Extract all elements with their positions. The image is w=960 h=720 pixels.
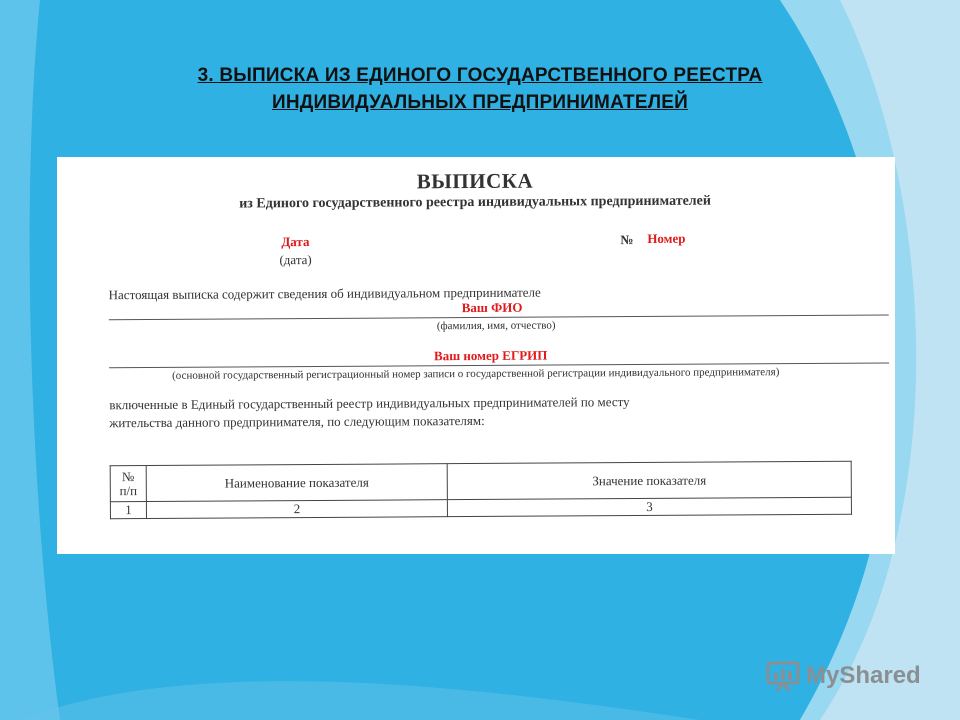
document-subheading: из Единого государственного реестра индивидуальных предпринимателей [239, 193, 711, 212]
table-cell: 1 [110, 502, 146, 519]
table-header-name: Наименование показателя [146, 464, 447, 502]
table-cell: 3 [447, 497, 851, 516]
table-header-value: Значение показателя [447, 461, 851, 499]
table-header-number [110, 466, 146, 502]
fio-caption: (фамилия, имя, отчество) [436, 319, 556, 333]
date-caption: (дата) [279, 252, 312, 268]
slide-title-line1: 3. ВЫПИСКА ИЗ ЕДИНОГО ГОСУДАРСТВЕННОГО РЕЕСТРА [197, 65, 763, 86]
table-cell: 2 [146, 500, 447, 519]
body-line1: включенные в Единый государственный реестр индивидуальных предпринимателей по месту [109, 394, 630, 413]
number-value: Номер [647, 230, 686, 246]
date-value: Дата [281, 234, 310, 250]
number-sign: № [620, 232, 634, 248]
egrip-value: Ваш номер ЕГРИП [433, 347, 548, 364]
document-scan [57, 157, 895, 554]
intro-text: Настоящая выписка содержит сведения об индивидуальном предпринимателе [108, 284, 541, 303]
slide-title [0, 62, 960, 116]
fio-value: Ваш ФИО [461, 299, 523, 316]
egrip-caption: (основной государственный регистрационный номер записи о государственной регистрации индивидуального предпринимателя) [172, 366, 780, 382]
presentation-icon [766, 659, 800, 693]
table-row [110, 497, 851, 519]
myshared-logo [766, 656, 921, 696]
table-header-number-line1: № [121, 468, 135, 484]
body-line2: жительства данного предпринимателя, по следующим показателям: [109, 412, 485, 431]
logo-text: MyShared [806, 662, 921, 689]
slide-title-line2: ИНДИВИДУАЛЬНЫХ ПРЕДПРИНИМАТЕЛЕЙ [272, 92, 688, 113]
table-header-number-line2: п/п [119, 482, 138, 498]
document-heading: ВЫПИСКА [416, 168, 534, 194]
indicators-table [110, 461, 852, 520]
table-header-row [110, 461, 851, 502]
